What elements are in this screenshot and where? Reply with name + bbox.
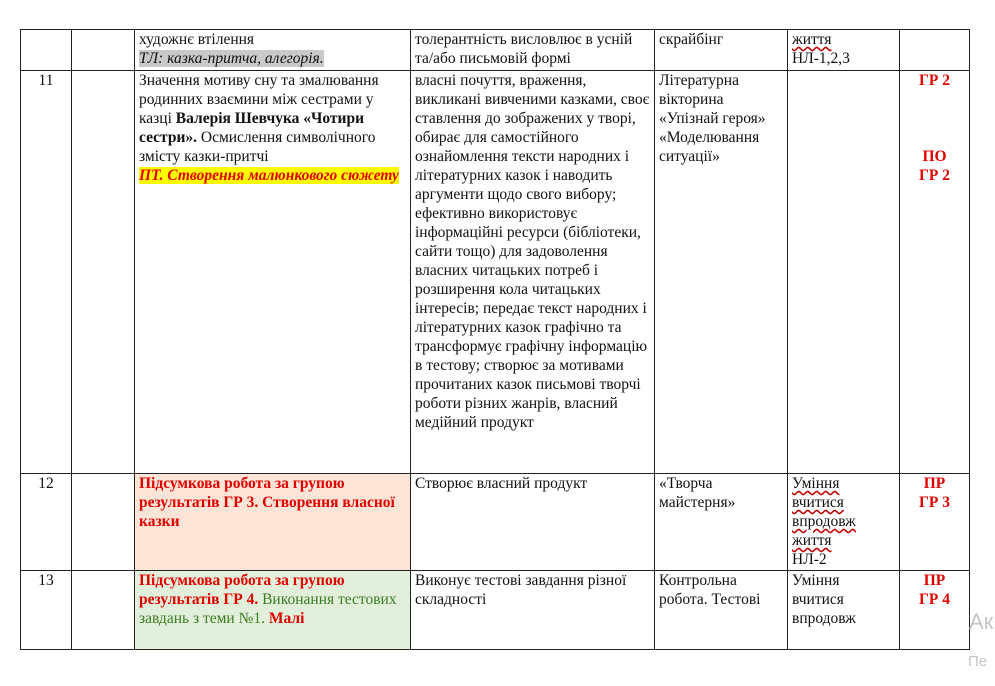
lesson-plan-table: [20, 29, 970, 650]
cell-date: [72, 474, 135, 571]
cell-activity-form: [655, 571, 788, 650]
topic-text-cont: Виконання тестових завдань з теми №1.: [139, 591, 397, 627]
assessment-type: ПО: [922, 148, 947, 165]
assessment-group: ГР 4: [919, 591, 950, 608]
topic-text-cont: Осмислення символічного змісту казки-притчі: [139, 129, 376, 165]
row-number: 13: [38, 572, 54, 589]
result-text: Створює власний продукт: [415, 475, 588, 492]
key-skill-text: Уміння вчитися впродовж життя: [792, 475, 856, 549]
literary-theory-note: ТЛ: казка-притча, алегорія.: [139, 50, 324, 67]
cell-key-skills: [788, 571, 900, 650]
cell-number: [21, 30, 72, 71]
assessment-type: ПР: [923, 572, 946, 589]
cell-assessment: [900, 30, 970, 71]
cell-topic: [135, 571, 411, 650]
cell-date: [72, 71, 135, 474]
key-skill-code: НЛ-1,2,3: [792, 50, 850, 67]
cell-number: [21, 474, 72, 571]
cell-topic: [135, 30, 411, 71]
assessment-group: ГР 2: [919, 167, 950, 184]
cell-key-skills: [788, 30, 900, 71]
practical-task-note: ПТ. Створення малюнкового сюжету: [139, 167, 399, 184]
assessment-type: ПР: [923, 475, 946, 492]
result-text: толерантність висловлює в усній та/або письмовій формі: [415, 31, 633, 67]
cell-assessment: [900, 71, 970, 474]
cell-assessment: [900, 571, 970, 650]
activity-form-text: Контрольна робота. Тестові: [659, 572, 761, 608]
table-row: [21, 571, 970, 650]
activity-form-text: скрайбінг: [659, 31, 724, 48]
cell-date: [72, 30, 135, 71]
row-number: 11: [38, 72, 54, 89]
cell-key-skills: [788, 474, 900, 571]
cell-number: [21, 571, 72, 650]
key-skill-text: життя: [792, 31, 832, 48]
cell-topic: [135, 71, 411, 474]
cell-assessment: [900, 474, 970, 571]
cell-expected-result: [411, 30, 655, 71]
row-number: 12: [38, 475, 54, 492]
cell-topic: [135, 474, 411, 571]
topic-text: художнє втілення: [139, 31, 255, 48]
topic-text-tail: Малі: [268, 610, 305, 627]
cell-activity-form: [655, 474, 788, 571]
topic-text: Підсумкова робота за групою результатів ГР 3. Створення власної казки: [139, 475, 395, 530]
activation-watermark-line2: Пе: [968, 653, 988, 670]
activity-form-text: Літературна вікторина «Упізнай героя» «Моделювання ситуації»: [659, 72, 766, 165]
result-text: власні почуття, враження, викликані вивченими казками, своє ставлення до зображених у творі, обирає для самостійного ознайомлення тексти народних і літературних казок і наводить аргументи щодо свого вибору; ефективно використовує інформаційні ресурси (бібліотеки, сайти тощо) для задоволення власних читацьких потреб і розширення кола читацьких інтересів; передає текст народних і літературних казок графічно та трансформує графічну інформацію в тестову; створює за мотивами прочитаних казок письмові творчі роботи різних жанрів, власний медійний продукт: [415, 72, 650, 431]
topic-text: Підсумкова робота за групою результатів ГР 4.: [139, 572, 345, 608]
topic-author-title: Валерія Шевчука «Чотири сестри».: [139, 110, 365, 146]
cell-key-skills: [788, 71, 900, 474]
cell-expected-result: [411, 71, 655, 474]
table-row: [21, 474, 970, 571]
activation-watermark-line1: Ак: [969, 609, 994, 634]
activity-form-text: «Творча майстерня»: [659, 475, 736, 511]
key-skill-text: Уміння вчитися впродовж: [792, 572, 856, 627]
cell-activity-form: [655, 71, 788, 474]
cell-expected-result: [411, 474, 655, 571]
table-row: [21, 30, 970, 71]
table-row: [21, 71, 970, 474]
assessment-group: ГР 2: [919, 72, 950, 89]
cell-date: [72, 571, 135, 650]
cell-number: [21, 71, 72, 474]
cell-expected-result: [411, 571, 655, 650]
assessment-group: ГР 3: [919, 494, 950, 511]
topic-text: Значення мотиву сну та змалювання родинних взаємини між сестрами у казці: [139, 72, 379, 127]
result-text: Виконує тестові завдання різної складності: [415, 572, 627, 608]
key-skill-code: НЛ-2: [792, 551, 827, 568]
cell-activity-form: [655, 30, 788, 71]
